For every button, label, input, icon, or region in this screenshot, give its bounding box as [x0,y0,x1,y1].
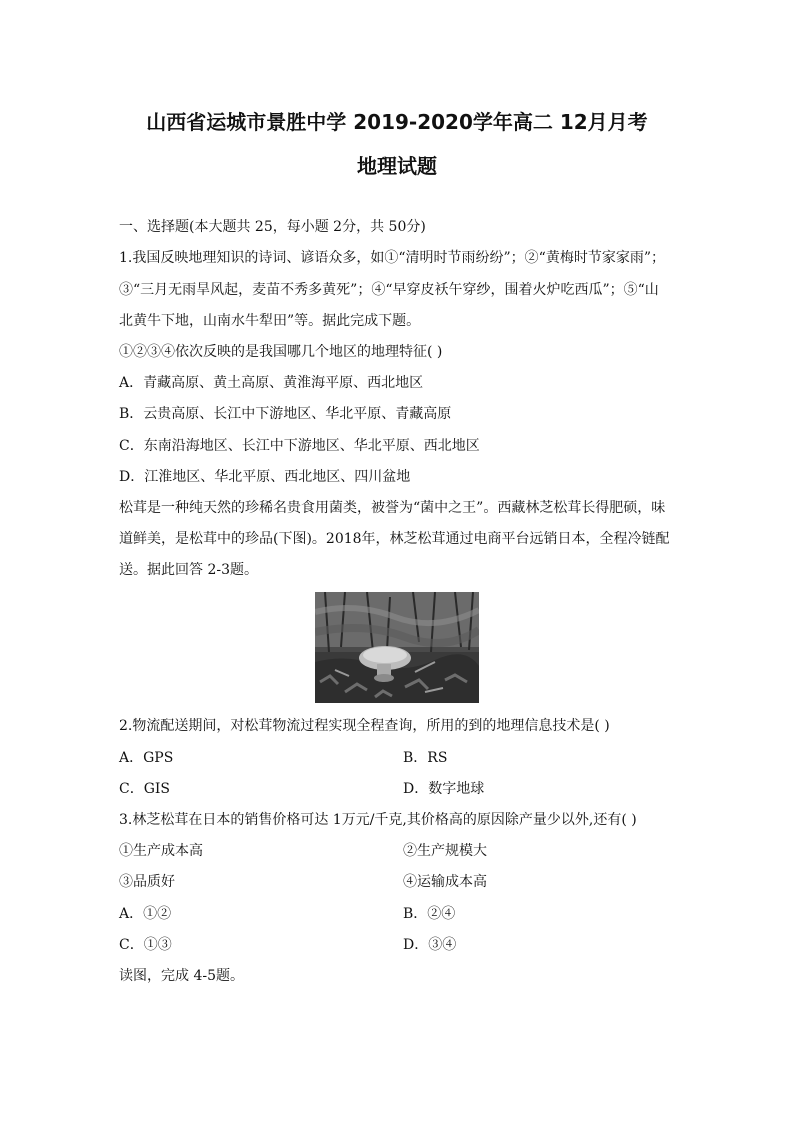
q1-option-d: D．江淮地区、华北平原、西北地区、四川盆地 [119,469,411,485]
q3-stem: 3.林芝松茸在日本的销售价格可达 1万元/千克,其价格高的原因除产量少以外,还有( ) [119,812,637,828]
passage-line-2: 道鲜美，是松茸中的珍品(下图)。2018年，林芝松茸通过电商平台远销日本，全程冷链配 [119,531,670,547]
matsutake-photo [315,592,479,703]
q1-stem-line-3: 北黄牛下地，山南水牛犁田”等。据此完成下题。 [119,313,421,329]
q2-option-d: D．数字地球 [403,781,485,797]
q2-option-c: C．GIS [119,781,171,797]
q3-option-a: A．①② [119,906,172,922]
matsutake-photo-drawing [315,592,479,703]
passage-line-3: 送。据此回答 2-3题。 [119,562,258,578]
q3-item-4: ④运输成本高 [403,874,487,890]
q3-item-3: ③品质好 [119,874,175,890]
q1-option-c: C．东南沿海地区、长江中下游地区、华北平原、西北地区 [119,438,480,454]
section-heading: 一、选择题(本大题共 25，每小题 2分，共 50分) [119,219,426,235]
passage-line-1: 松茸是一种纯天然的珍稀名贵食用菌类，被誉为“菌中之王”。西藏林芝松茸长得肥硕，味 [119,500,666,516]
q3-option-d: D．③④ [403,937,457,953]
q1-question: ①②③④依次反映的是我国哪几个地区的地理特征( ) [119,344,443,360]
q1-option-a: A．青藏高原、黄土高原、黄淮海平原、西北地区 [119,375,424,391]
exam-title: 山西省运城市景胜中学 2019-2020学年高二 12月月考 [146,110,648,134]
q3-option-c: C．①③ [119,937,172,953]
exam-subtitle: 地理试题 [357,154,437,178]
q1-option-b: B．云贵高原、长江中下游地区、华北平原、青藏高原 [119,406,452,422]
q3-item-2: ②生产规模大 [403,843,487,859]
q2-option-b: B．RS [403,750,448,766]
footer-instruction: 读图，完成 4-5题。 [119,968,244,984]
q1-stem-line-1: 1.我国反映地理知识的诗词、谚语众多，如①“清明时节雨纷纷”；②“黄梅时节家家雨”； [119,250,665,266]
q3-item-1: ①生产成本高 [119,843,203,859]
q2-option-a: A．GPS [119,750,174,766]
q2-stem: 2.物流配送期间，对松茸物流过程实现全程查询，所用的到的地理信息技术是( ) [119,718,610,734]
q3-option-b: B．②④ [403,906,456,922]
q1-stem-line-2: ③“三月无雨旱风起，麦苗不秀多黄死”；④“早穿皮袄午穿纱，围着火炉吃西瓜”；⑤“山 [119,282,659,298]
